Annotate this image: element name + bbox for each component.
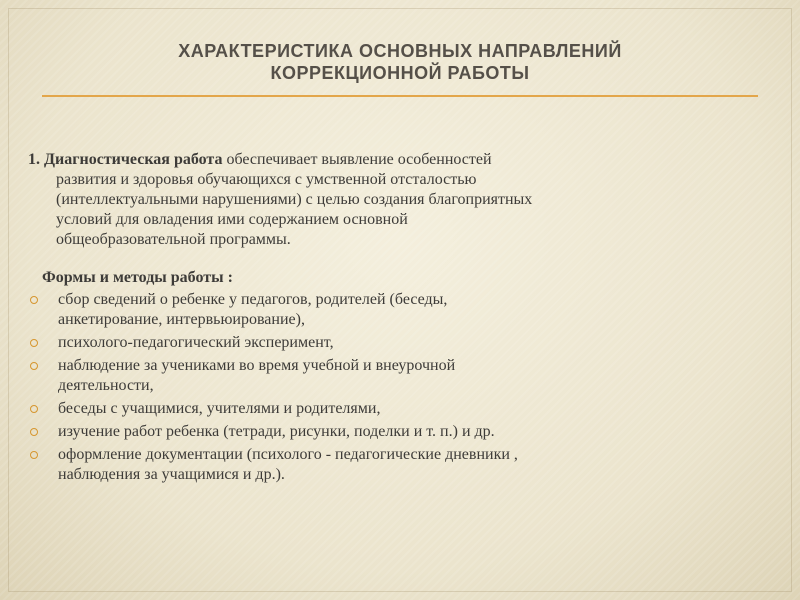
bullet-circle-icon: [30, 296, 38, 304]
list-item: [28, 333, 748, 353]
title-underline: [42, 95, 758, 97]
list-item: [28, 422, 748, 442]
list-item-line-1: оформление документации (психолого - педагогические дневники ,: [58, 446, 518, 463]
bullet-circle-icon: [30, 428, 38, 436]
section-text-line-1: обеспечивает выявление особенностей: [222, 151, 492, 168]
title-line-2: КОРРЕКЦИОННОЙ РАБОТЫ: [270, 63, 530, 83]
list-item: [28, 356, 748, 396]
section-text-line-4: условий для овладения ими содержанием основной: [56, 211, 408, 228]
slide-content: [28, 150, 748, 488]
section-lead: Диагностическая работа: [44, 151, 223, 168]
list-item-line-1: психолого-педагогический эксперимент,: [58, 334, 334, 351]
list-item-line-1: изучение работ ребенка (тетради, рисунки, поделки и т. п.) и др.: [58, 423, 495, 440]
bullet-circle-icon: [30, 339, 38, 347]
list-item: [28, 399, 748, 419]
list-item-line-1: сбор сведений о ребенке у педагогов, родителей (беседы,: [58, 291, 448, 308]
list-item-line-2: анкетирование, интервьюирование),: [58, 311, 305, 328]
section-text-line-2: развития и здоровья обучающихся с умственной отсталостью: [56, 171, 477, 188]
bullet-circle-icon: [30, 362, 38, 370]
list-item-line-1: беседы с учащимися, учителями и родителями,: [58, 400, 381, 417]
list-item-line-2: наблюдения за учащимися и др.).: [58, 466, 285, 483]
bullet-circle-icon: [30, 451, 38, 459]
section-text-line-3: (интеллектуальными нарушениями) с целью создания благоприятных: [56, 191, 533, 208]
list-item-line-1: наблюдение за учениками во время учебной и внеурочной: [58, 357, 456, 374]
title-line-1: ХАРАКТЕРИСТИКА ОСНОВНЫХ НАПРАВЛЕНИЙ: [178, 41, 622, 61]
list-item: [28, 290, 748, 330]
section-number: 1.: [28, 151, 40, 168]
bullet-circle-icon: [30, 405, 38, 413]
list-item: [28, 445, 748, 485]
list-item-line-2: деятельности,: [58, 377, 154, 394]
diagnostic-paragraph: [28, 150, 748, 250]
methods-list: [28, 290, 748, 485]
slide-title: [40, 40, 760, 84]
section-text-line-5: общеобразовательной программы.: [56, 231, 291, 248]
forms-heading: Формы и методы работы :: [42, 269, 233, 286]
